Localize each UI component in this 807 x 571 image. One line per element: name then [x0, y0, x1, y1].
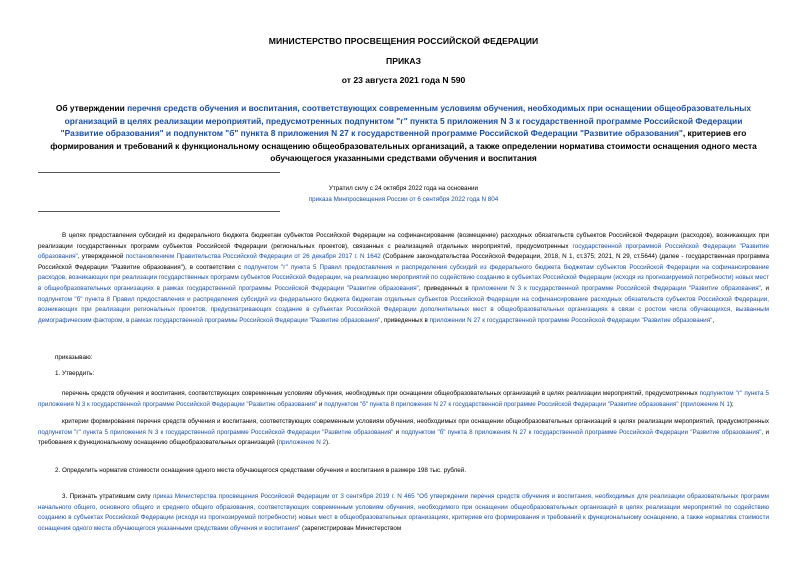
item-list-paragraph [38, 389, 769, 410]
link-annex-1[interactable]: приложение N 1 [682, 400, 730, 408]
link-appendix-3[interactable]: приложении N 3 к государственной программе Российской Федерации "Развитие образования" [471, 284, 761, 292]
document-type: ПРИКАЗ [386, 56, 421, 66]
link-government-decree[interactable]: постановлением Правительства Российской Федерации от 26 декабря 2017 г. N 1642 [125, 253, 381, 261]
status-link-line [0, 194, 807, 205]
text-run: и [393, 428, 402, 436]
link-order-465[interactable]: приказ Министерства просвещения Российской Федерации от 3 сентября 2019 г. N 465 "Об утверждении перечня средств обучения и воспитания, необходимых для реализации образовательных программ начального общего, основного общего и среднего общего образования, соответствующих современным условиям обучения, необходимого при оснащении общеобразовательных организаций в целях реализации мероприятий по содействию созданию в субъектах Российской Федерации (исходя из прогнозируемой потребности) новых мест в общеобразовательных организациях, критериев его формирования и требований к функциональному оснащению, а также норматива стоимости оснащения одного места обучающегося указанными средствами обучения и воспитания" [38, 493, 769, 532]
text-run: , утвержденной [77, 253, 126, 261]
text-run: , [712, 316, 715, 324]
text-run: ). [326, 439, 330, 447]
text-run: критерии формирования перечня средств обучения и воспитания, соответствующих современным условиям обучения, необходимых при оснащении общеобразовательных организаций в целях реализации мероприятий, предусмотренных [62, 418, 769, 425]
divider-bottom [38, 211, 280, 212]
text-run: (Собрание законодательства Российской Федерации, 2018, N 1, ст.375; 2021, N 29, ст.5644) (далее - государственная программа Российской Федерации "Развитие образования"), в соответствии с [38, 253, 769, 271]
link-rules-appendix-27[interactable]: подпунктом "б" пункта 8 Правил предоставления и распределения субсидий из федерального бюджета бюджетам отдельных субъектов Российской Федерации на софинансирование расходных обязательств субъектов Российской Федерации, возникающих при реализации региональных проектов, предусматривающих создание в субъектах Российской Федерации дополнительных мест в общеобразовательных организациях в связи с ростом числа обучающихся, вызванным демографическим фактором, в рамках государственной программы Российской Федерации "Развитие образования" [38, 295, 769, 324]
criteria-paragraph [38, 417, 769, 449]
link-rules-appendix-3[interactable]: подпунктом "г" пункта 5 Правил предоставления и распределения субсидий из федерального бюджета бюджетам субъектов Российской Федерации на софинансирование расходов, возникающих при реализации государственных программ субъектов Российской Федерации, на реализацию мероприятий по содействию созданию в субъектах Российской Федерации (исходя из прогнозируемой потребности) новых мест в общеобразовательных организациях в рамках государственной программы Российской Федерации "Развитие образования" [38, 263, 769, 292]
title-suffix: , критериев его формирования и требований к функциональному оснащению общеобразовательных организаций, а также определении норматива стоимости оснащения одного места обучающегося указанными средствами обучения и воспитания [50, 128, 757, 164]
link-subpoint-b-2[interactable]: подпунктом "б" пункта 8 приложения N 27 к государственной программе Российской Федерации "Развитие образования" [401, 428, 762, 436]
document-title [50, 102, 757, 165]
link-appendix-27[interactable]: приложении N 27 к государственной программе Российской Федерации "Развитие образования" [429, 316, 713, 324]
document-date-number: от 23 августа 2021 года N 590 [341, 75, 466, 85]
link-subpoint-g-2[interactable]: подпунктом "г" пункта 5 приложения N 3 к государственной программе Российской Федерации "Развитие образования" [38, 428, 394, 436]
item-1-approve: 1. Утвердить: [55, 370, 95, 377]
item-2-paragraph: 2. Определить норматив стоимости оснащения одного места обучающегося средствами обучения и воспитания в размере 198 тыс. рублей. [55, 467, 467, 474]
text-run: ( [678, 400, 683, 408]
title-link[interactable]: перечня средств обучения и воспитания, соответствующих современным условиям обучения, необходимых при оснащении общеобразовательных организаций в целях реализации мероприятий, предусмотренных подпунктом "г" пункта 5 приложения N 3 к государственной программе Российской Федерации "Развитие образования" и подпунктом "б" пункта 8 приложения N 27 к государственной программе Российской Федерации "Развитие образования" [60, 103, 752, 139]
text-run: , приведенных в [418, 284, 472, 292]
text-run: , и требования к функциональному оснащению общеобразовательных организаций ( [38, 428, 769, 447]
title-prefix: Об утверждении [55, 103, 128, 113]
text-run: , приведенных в [380, 316, 430, 324]
text-run: В целях предоставления субсидий из федерального бюджета бюджетам субъектов Российской Федерации на софинансирование (возмещение) расходных обязательств субъектов Российской Федерации (расходов), возникающих при реализации государственных программ субъектов Российской Федерации (региональных проектов), связанных с реализацией отдельных мероприятий, предусмотренных [38, 232, 769, 250]
text-run: и [317, 400, 325, 408]
status-line: Утратил силу с 24 октября 2022 года на основании [328, 185, 479, 192]
text-run: перечень средств обучения и воспитания, соответствующих современным условиям обучения, необходимых при оснащении общеобразовательных организаций в целях реализации мероприятий, предусмотренных [62, 390, 700, 397]
text-run: 3. Признать утратившим силу [62, 493, 153, 500]
preamble-paragraph [38, 231, 769, 326]
status-link[interactable]: приказа Минпросвещения России от 6 сентября 2022 года N 804 [308, 196, 499, 203]
link-state-program[interactable]: государственной программой Российской Федерации "Развитие образования" [38, 242, 769, 261]
text-run: , и [760, 284, 769, 292]
link-annex-2[interactable]: приложение N 2 [278, 439, 326, 447]
text-run: (зарегистрирован Министерством [300, 524, 402, 532]
text-run: ); [729, 400, 734, 408]
ministry-name: МИНИСТЕРСТВО ПРОСВЕЩЕНИЯ РОССИЙСКОЙ ФЕДЕРАЦИИ [268, 36, 539, 46]
link-subpoint-g[interactable]: подпунктом "г" пункта 5 приложения N 3 к государственной программе Российской Федерации "Развитие образования" [38, 390, 769, 408]
item-3-paragraph [38, 492, 769, 534]
link-subpoint-b[interactable]: подпунктом "б" пункта 8 приложения N 27 к государственной программе Российской Федерации "Развитие образования" [324, 400, 679, 408]
divider-top [38, 172, 280, 173]
order-word: приказываю: [55, 354, 93, 361]
